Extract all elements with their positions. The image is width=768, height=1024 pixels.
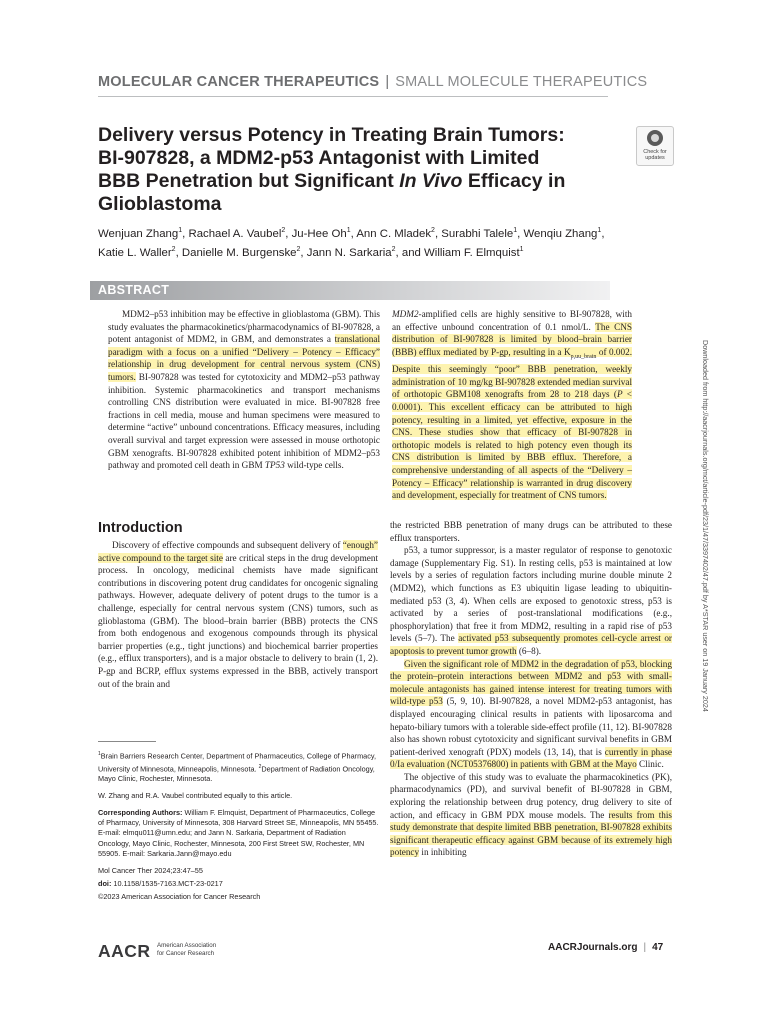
abstract-right-column: MDM2-amplified cells are highly sensitive to BI-907828, with an effective unbound concentration of 0.1 nmol/L. The CNS distribution of BI-907828 is limited by blood–brain barrier (BBB) efflux mediated by P-gp, resulting in a $K_{p,uu\_brain}$ of 0.002. Despite this seemingly “poor” BBB penetration, weekly administration of 10 mg/kg BI-907828 extended median survival of orthotopic GBM108 xenografts from 28 to 218 days (P < 0.0001). This excellent efficacy can be attributed to high potency, resulting in a limited, yet effective, exposure in the CNS. These studies show that efficacy of BI-907828 in orthotopic models is related to high potency even though its CNS distribution is limited by BBB efflux. Therefore, a comprehensive understanding of all aspects of the “Delivery – Potency – Efficacy” relationship is warranted in drug discovery and development, especially for treatment of CNS tumors.	[392, 309, 633, 501]
author[interactable]: Jann N. Sarkaria$^2$	[306, 245, 396, 259]
doi[interactable]: doi: 10.1158/1535-7163.MCT-23-0217	[98, 878, 223, 888]
author[interactable]: Danielle M. Burgenske$^2$	[181, 245, 301, 259]
section-name: SMALL MOLECULE THERAPEUTICS	[395, 74, 648, 90]
journal-header	[98, 74, 647, 90]
copyright: ©2023 American Association for Cancer Research	[98, 891, 261, 901]
download-watermark: Downloaded from http://aacrjournals.org/mct/article-pdf/23/1/47/3397402/47.pdf by A*STAR user on 19 January 2024	[701, 340, 710, 712]
equal-contribution: W. Zhang and R.A. Vaubel contributed equally to this article.	[98, 791, 293, 801]
author[interactable]: Ann C. Mladek$^2$	[356, 227, 435, 240]
author[interactable]: Rachael A. Vaubel$^2$	[188, 227, 286, 240]
citation: Mol Cancer Ther 2024;23:47–55	[98, 865, 203, 875]
check-updates-label: Check for updates	[643, 149, 667, 161]
article-title	[98, 124, 568, 216]
author[interactable]: Wenqiu Zhang$^1$	[523, 227, 602, 240]
highlight: The CNS distribution of BI-907828 is limited by blood–brain barrier (BBB) efflux mediated by P-gp, resulting in a $K_{p,uu\_brain}$ of 0.002. Despite this seemingly “poor” BBB penetration, weekly administration of 10 mg/kg BI-907828 extended median survival of orthotopic GBM108 xenografts from 28 to 218 days (P < 0.0001). This excellent efficacy can be attributed to high potency, resulting in a limited, yet effective, exposure in the CNS. These studies show that efficacy of BI-907828 in orthotopic models is related to high potency even though its CNS distribution is limited by BBB efflux. Therefore, a comprehensive understanding of all aspects of the “Delivery – Potency – Efficacy” relationship is warranted in drug discovery and development, especially for treatment of CNS tumors.	[392, 321, 633, 501]
footer-page-info: AACRJournals.org | 47	[548, 942, 664, 953]
author[interactable]: Katie L. Waller$^2$	[98, 245, 176, 259]
header-separator: |	[385, 74, 390, 90]
title-italic: In Vivo	[399, 170, 463, 192]
intro-right-column: the restricted BBB penetration of many drugs can be attributed to these efflux transporters. p53, a tumor suppressor, is a master regulator of response to genotoxic damage (Supplementary Fig. S1). In resting cells, p53 is maintained at low levels by a series of regulation factors including murine double minute 2 (MDM2), which functions as E3 ubiquitin ligase leading to ubiquitin-mediated p53 (3, 4). When cells are exposed to genotoxic stress, p53 is activated by a series of post-translational modifications (e.g., phosphorylation) that free it from MDM2, resulting in a rapid rise of p53 levels (5–7). The activated p53 subsequently promotes cell-cycle arrest or apoptosis to prevent tumor growth (6–8). Given the significant role of MDM2 in the degradation of p53, blocking the protein–protein interactions between MDM2 and p53 with small-molecule antagonists has gained intense interest for treating tumors with wild-type p53 (5, 9, 10). BI-907828, a novel MDM2-p53 antagonist, has displayed encouraging clinical results in patients with liposarcoma and hepato-biliary tumors with a tolerable side-effect profile (11, 12). BI-907828 also has shown robust cytotoxicity and significant survival benefits in GBM patient-derived xenograft (PDX) models (13, 14), that is currently in phase 0/Ia evaluation (NCT05376800) in patients with GBM at the Mayo Clinic. The objective of this study was to evaluate the pharmacokinetics (PK), pharmacodynamics (PD), and survival benefit of BI-907828 in GBM, exploring the relationship between drug potency, drug delivery to site of action, and efficacy in GBM PDX mouse models. The results from this study demonstrate that despite limited BBB penetration, BI-907828 exhibits significant therapeutic efficacy against GBM because of its extremely high potency in inhibiting	[390, 520, 672, 858]
author[interactable]: William F. Elmquist$^1$	[424, 245, 524, 259]
introduction-heading: Introduction	[98, 520, 183, 536]
author[interactable]: Ju-Hee Oh$^1$	[291, 227, 351, 240]
aacr-logo-subtitle: American Association for Cancer Research	[157, 942, 217, 957]
check-for-updates-badge[interactable]	[636, 126, 674, 166]
footnote-rule	[98, 741, 156, 742]
page-number: 47	[652, 942, 664, 953]
highlight: results from this study demonstrate that despite limited BBB penetration, BI-907828 exhibits significant therapeutic efficacy against GBM because of its extremely high potency	[390, 809, 672, 858]
journal-name: MOLECULAR CANCER THERAPEUTICS	[98, 74, 380, 90]
author[interactable]: Wenjuan Zhang$^1$	[98, 227, 183, 240]
corresponding-authors: Corresponding Authors: William F. Elmquist, Department of Pharmaceutics, College of Pharmacy, University of Minnesota, 308 Harvard Street SE, Minneapolis, MN 55455. E-mail: elmqu011@umn.edu; and Jann N. Sarkaria, Department of Radiation Oncology, Mayo Clinic, Rochester, Minnesota, 200 First Street SW, Rochester, MN 55905. E-mail: Sarkaria.Jann@mayo.edu	[98, 808, 379, 858]
title-part1: Delivery versus Potency in Treating Brain Tumors: BI-907828, a MDM2-p53 Antagonist with Limited BBB Penetration but Significant	[98, 124, 565, 192]
author[interactable]: Surabhi Talele$^1$	[441, 227, 518, 240]
highlight: activated p53 subsequently promotes cell-cycle arrest or apoptosis to prevent tumor growth	[390, 633, 672, 656]
authors-and: and	[401, 246, 421, 259]
aacr-logo: AACR	[98, 941, 151, 961]
title-part2: Efficacy in Glioblastoma	[98, 170, 566, 215]
abstract-heading: ABSTRACT	[98, 283, 170, 297]
highlight: “enough” active compound to the target site	[98, 540, 378, 563]
author-list: Wenjuan Zhang$^1$, Rachael A. Vaubel$^2$, Ju-Hee Oh$^1$, Ann C. Mladek$^2$, Surabhi Talele$^1$, Wenqiu Zhang$^1$, Katie L. Waller$^2$, Danielle M. Burgenske$^2$, Jann N. Sarkaria$^2$, and William F. Elmquist$^1$	[98, 227, 605, 259]
intro-left-column: Discovery of effective compounds and subsequent delivery of “enough” active compound to the target site are critical steps in the drug development process. In oncology, medicinal chemists have made significant contributions in discovering potent drug candidates for oncogenic signaling pathways. However, adequate delivery of potent drugs to the tumor is a challenge, especially for central nervous system (CNS) tumors, such as glioblastoma (GBM). The blood–brain barrier (BBB) protects the CNS from both endogenous and exogenous compounds through its physical barrier properties (e.g., tight junctions) and biochemical barrier properties (e.g., efflux transporters), and is a major obstacle to delivery to brain (1, 2). P-gp and BCRP, efflux systems expressed in the BBB, actively transport out of the brain and	[98, 540, 378, 689]
journal-site-link[interactable]: AACRJournals.org	[548, 942, 638, 953]
abstract-left-column: MDM2–p53 inhibition may be effective in glioblastoma (GBM). This study evaluates the pharmacokinetics/pharmacodynamics of BI-907828, a potent antagonist of MDM2, in GBM, and demonstrates a translational paradigm with a focus on a unified “Delivery – Potency – Efficacy” relationship in drug development for central nervous system (CNS) tumors. BI-907828 was tested for cytotoxicity and MDM2–p53 pathway inhibition. Systemic pharmacokinetics and transport mechanisms controlling CNS distribution were evaluated in mice. BI-907828 free fractions in cell media, mouse and human specimens were measured to determine “active” unbound concentrations. Efficacy measures, including overall survival and target expression were assessed in mouse orthotopic GBM xenografts. BI-907828 exhibited potent inhibition of MDM2–p53 pathway and promoted cell death in GBM TP53 wild-type cells.	[108, 309, 380, 471]
highlight: translational paradigm with a focus on a unified “Delivery – Potency – Efficacy” relationship in drug development for central nervous system (CNS) tumors.	[108, 334, 380, 382]
highlight: currently in phase 0/Ia evaluation (NCT05376800) in patients with GBM at the Mayo	[390, 746, 672, 770]
update-icon	[647, 130, 663, 146]
footnotes	[98, 749, 380, 909]
affiliations: $^1$Brain Barriers Research Center, Department of Pharmaceutics, College of Pharmacy, University of Minnesota, Minneapolis, Minnesota. $^2$Department of Radiation Oncology, Mayo Clinic, Rochester, Minnesota.	[98, 751, 377, 784]
header-rule	[98, 96, 608, 97]
highlight: Given the significant role of MDM2 in the degradation of p53, blocking the protein–protein interactions between MDM2 and p53 with small-molecule antagonists has gained intense interest for treating tumors with wild-type p53	[390, 658, 672, 707]
